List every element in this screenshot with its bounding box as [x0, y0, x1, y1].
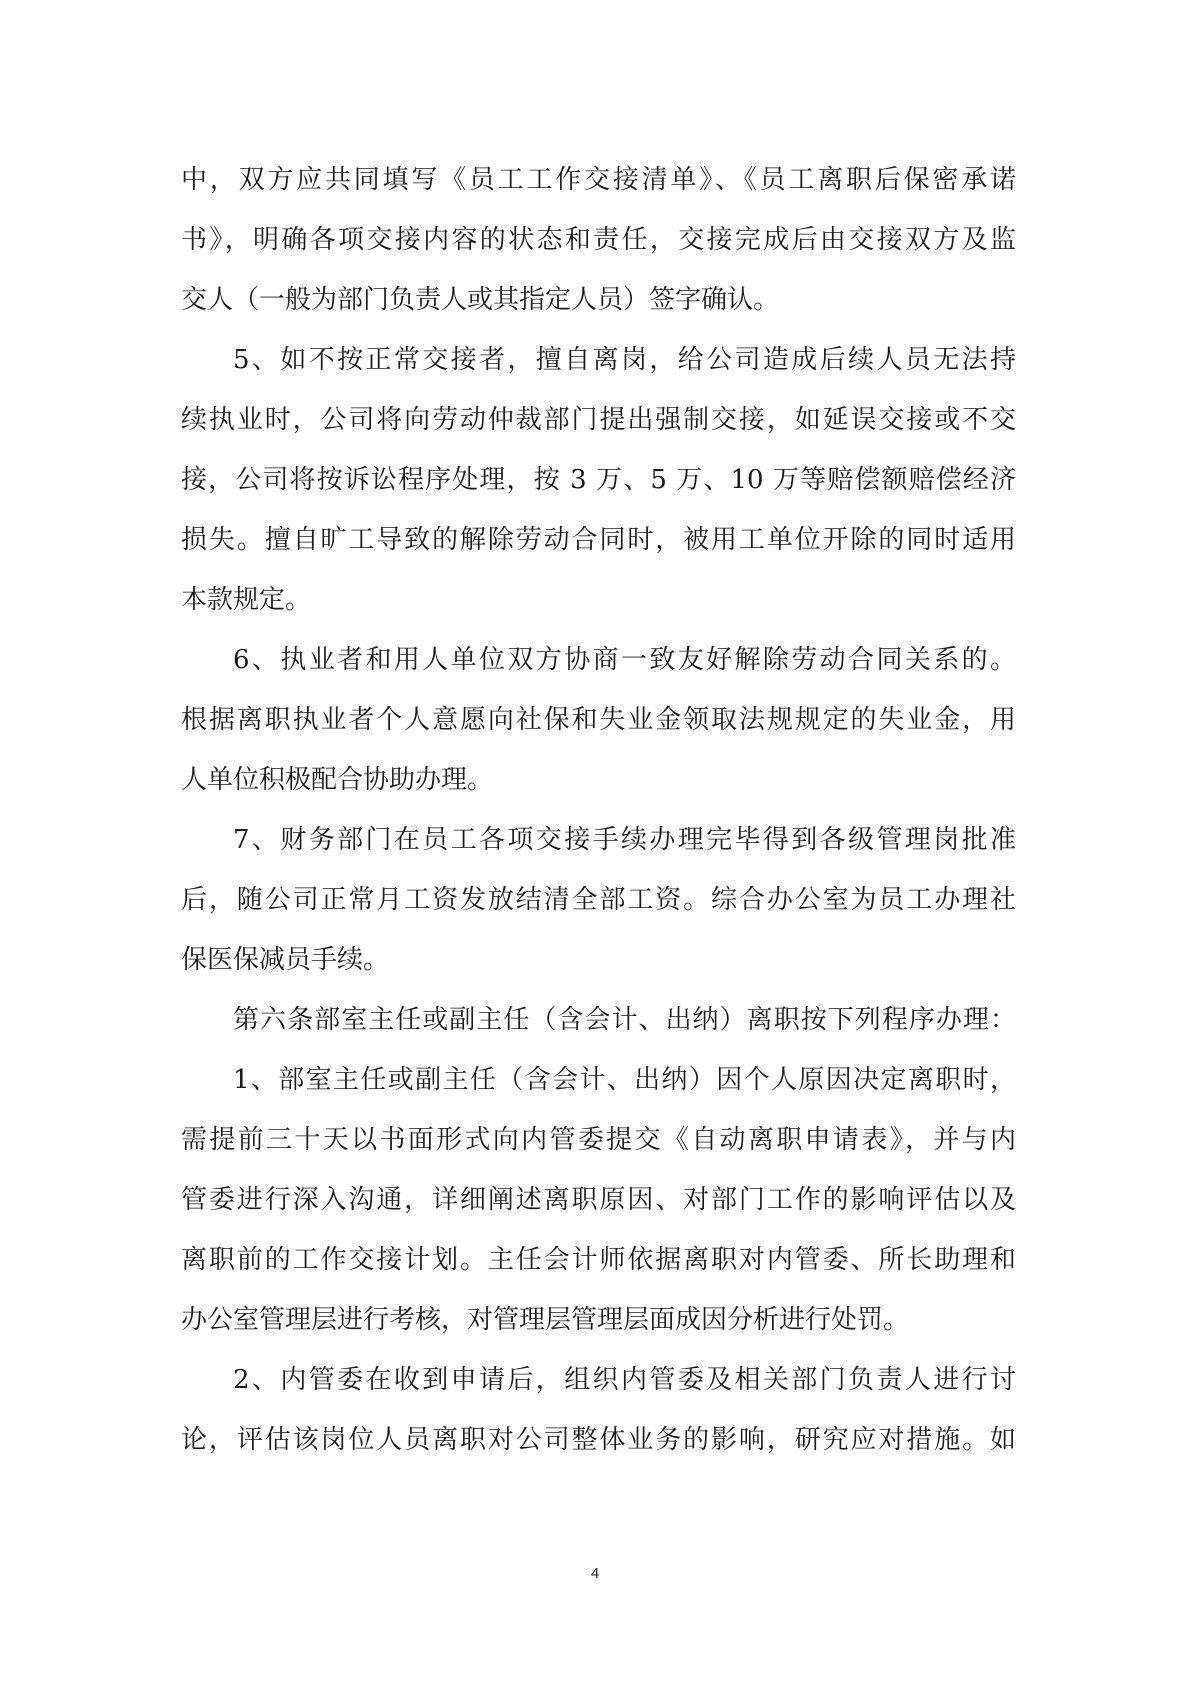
text-line: 管委进行深入沟通，详细阐述离职原因、对部门工作的影响评估以及	[181, 1185, 1016, 1215]
text-line: 6、执业者和用人单位双方协商一致友好解除劳动合同关系的。	[233, 645, 1016, 675]
text-line: 1、部室主任或副主任（含会计、出纳）因个人原因决定离职时，	[233, 1065, 1016, 1095]
text-line: 续执业时，公司将向劳动仲裁部门提出强制交接，如延误交接或不交	[181, 405, 1016, 435]
text-line: 接，公司将按诉讼程序处理，按 3 万、5 万、10 万等赔偿额赔偿经济	[181, 465, 1016, 495]
text-line: 书》，明确各项交接内容的状态和责任，交接完成后由交接双方及监	[181, 225, 1016, 255]
text-line: 人单位积极配合协助办理。	[181, 765, 494, 795]
text-line: 中，双方应共同填写《员工工作交接清单》、《员工离职后保密承诺	[181, 165, 1016, 195]
text-line: 后，随公司正常月工资发放结清全部工资。综合办公室为员工办理社	[181, 885, 1016, 915]
text-line: 保医保减员手续。	[181, 945, 390, 975]
text-line: 需提前三十天以书面形式向内管委提交《自动离职申请表》，并与内	[181, 1125, 1016, 1155]
text-line: 根据离职执业者个人意愿向社保和失业金领取法规规定的失业金，用	[181, 705, 1016, 735]
section-heading: 第六条部室主任或副主任（含会计、出纳）离职按下列程序办理：	[233, 1005, 1016, 1035]
text-line: 7、财务部门在员工各项交接手续办理完毕得到各级管理岗批准	[233, 825, 1016, 855]
text-line: 损失。擅自旷工导致的解除劳动合同时，被用工单位开除的同时适用	[181, 525, 1016, 555]
body-text	[181, 150, 1016, 1470]
text-line: 交人（一般为部门负责人或其指定人员）签字确认。	[181, 285, 780, 315]
text-line: 办公室管理层进行考核，对管理层管理层面成因分析进行处罚。	[181, 1305, 910, 1335]
text-line: 本款规定。	[181, 585, 312, 615]
text-line: 论，评估该岗位人员离职对公司整体业务的影响，研究应对措施。如	[181, 1425, 1016, 1455]
page-number: 4	[590, 1565, 600, 1582]
text-line: 2、内管委在收到申请后，组织内管委及相关部门负责人进行讨	[233, 1365, 1016, 1395]
text-line: 离职前的工作交接计划。主任会计师依据离职对内管委、所长助理和	[181, 1245, 1016, 1275]
text-line: 5、如不按正常交接者，擅自离岗，给公司造成后续人员无法持	[233, 345, 1016, 375]
